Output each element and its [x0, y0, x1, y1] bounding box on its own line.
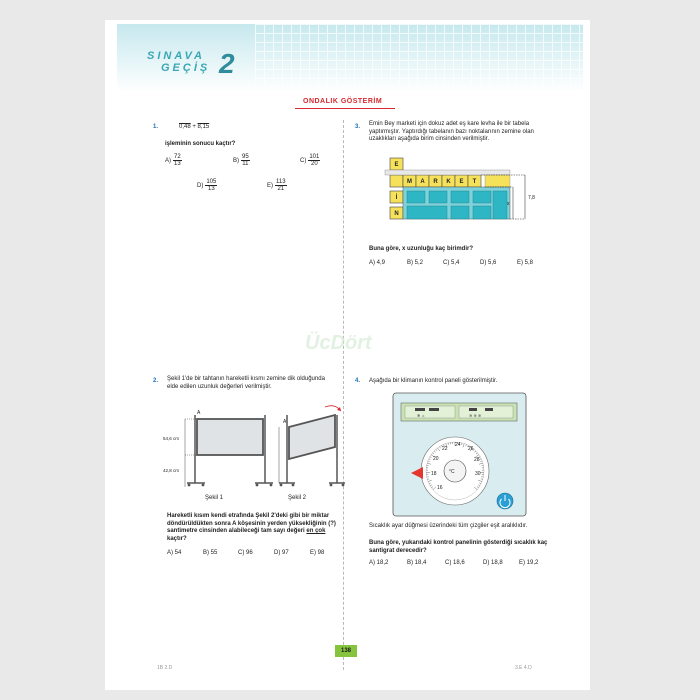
q2-option-e[interactable]: E) 98 — [310, 550, 325, 556]
whiteboard-figure-2 — [279, 406, 345, 487]
dial-unit: °C — [449, 469, 455, 475]
dial-tick-label: 26 — [468, 446, 474, 452]
sign-letter: T — [472, 179, 477, 185]
sign-letter: K — [446, 179, 451, 185]
sign-letter: M — [407, 179, 412, 185]
sign-letter: A — [420, 179, 425, 185]
fig2-corner-label: A — [283, 419, 287, 425]
header-grid-pattern — [255, 24, 583, 84]
q3-option-a[interactable]: A) 4,9 — [369, 260, 386, 266]
q4-option-e[interactable]: E) 19,2 — [519, 560, 539, 566]
q4-number: 4. — [355, 378, 361, 384]
svg-text:❄ ☼: ❄ ☼ — [417, 413, 426, 418]
page-number: 138 — [335, 645, 357, 657]
sign-letter: İ — [395, 195, 398, 201]
q4-option-b[interactable]: B) 18,4 — [407, 560, 427, 566]
q1-option-d[interactable]: D) $\frac{105}{13}$ — [197, 179, 217, 192]
q4-option-d[interactable]: D) 18,8 — [483, 560, 503, 566]
dial-tick-label: 16 — [437, 485, 443, 491]
svg-text:≋ ≋ ≋: ≋ ≋ ≋ — [469, 413, 482, 418]
footer-answers-left: 1B 2.D — [157, 665, 173, 671]
sign-letter: E — [459, 179, 464, 185]
column-divider — [343, 120, 344, 670]
q1-option-b[interactable]: B) $\frac{95}{11}$ — [233, 154, 249, 167]
dim-total-label: 7,8 — [528, 195, 535, 201]
q2-option-c[interactable]: C) 96 — [238, 550, 253, 556]
sign-letter: E — [394, 162, 399, 168]
fig1-caption: Şekil 1 — [205, 495, 224, 501]
sign-letter: N — [394, 211, 399, 217]
fig1-corner-label: A — [197, 410, 201, 416]
page — [105, 20, 590, 690]
topic-underline — [295, 108, 395, 109]
watermark-logo: ÜcDört — [305, 332, 372, 354]
q4-question: Buna göre, yukarıdaki kontrol panelinin gösterdiği sıcaklık kaç santigrat derecedir? — [369, 540, 548, 554]
q3-option-d[interactable]: D) 5,6 — [480, 260, 497, 266]
q4-option-c[interactable]: C) 18,6 — [445, 560, 465, 566]
fig2-caption: Şekil 2 — [288, 495, 307, 501]
q2-option-a[interactable]: A) 54 — [167, 550, 182, 556]
dial-tick-label: 22 — [442, 446, 448, 452]
dial-tick-label: 24 — [455, 442, 461, 448]
q3-number: 3. — [355, 124, 361, 130]
q4-note: Sıcaklık ayar düğmesi üzerindeki tüm çizgiler eşit aralıklıdır. — [369, 523, 528, 529]
q1-option-a[interactable]: A) $\frac{72}{13}$ — [165, 154, 181, 167]
ac-control-panel — [393, 393, 528, 518]
q4-option-a[interactable]: A) 18,2 — [369, 560, 389, 566]
whiteboard-figure-1 — [185, 415, 273, 487]
sign-letter: R — [433, 179, 438, 185]
q4-intro: Aşağıda bir klimanın kontrol paneli gösterilmiştir. — [369, 378, 498, 384]
dial-tick-label: 20 — [433, 456, 439, 462]
q2-question: Hareketli kısım kendi etrafında Şekil 2'deki gibi bir miktar döndürüldükten sonra A köşesinin yerden yüksekliğinin (?) santimetre cinsinden alabileceği tam sayı değeri en çok kaçtır? — [167, 513, 336, 542]
q3-question: Buna göre, x uzunluğu kaç birimdir? — [369, 246, 474, 252]
dim-x-label: x — [507, 201, 510, 207]
q1-expression: 0,48 + 8,15 — [179, 124, 210, 130]
logo-word-1: SINAVA — [147, 50, 205, 62]
dim-42-label: 42,8 cm — [163, 468, 180, 473]
topic-title: ONDALIK GÖSTERİM — [303, 98, 383, 105]
market-sign-figure — [385, 158, 555, 238]
dial-tick-label: 28 — [474, 457, 480, 463]
dial-tick-label: 30 — [475, 471, 481, 477]
q3-option-c[interactable]: C) 5,4 — [443, 260, 460, 266]
q2-number: 2. — [153, 378, 159, 384]
q2-option-b[interactable]: B) 55 — [203, 550, 218, 556]
q1-option-c[interactable]: C) $\frac{101}{20}$ — [300, 154, 320, 167]
logo-number: 2 — [219, 48, 235, 79]
q3-option-e[interactable]: E) 5,8 — [517, 260, 534, 266]
q1-option-e[interactable]: E) $\frac{113}{21}$ — [267, 179, 286, 192]
dial-tick-label: 18 — [431, 471, 437, 477]
q3-intro: Emin Bey marketi için dokuz adet eş kare levha ile bir tabela yaptırmıştır. Yaptırdığı tabelanın bazı noktalarının zemine olan uzaklıkları aşağıda birim cinsinden verilmiştir. — [369, 121, 534, 142]
q2-option-d[interactable]: D) 97 — [274, 550, 289, 556]
q2-intro: Şekil 1'de bir tahtanın hareketli kısmı zemine dik olduğunda elde edilen uzunluk değerleri verilmiştir. — [167, 376, 325, 390]
whiteboard-figures — [165, 405, 345, 495]
logo-word-2: GEÇİŞ — [161, 62, 211, 74]
q3-option-b[interactable]: B) 5,2 — [407, 260, 424, 266]
dim-54-label: 54,6 cm — [163, 436, 180, 441]
q1-question: işleminin sonucu kaçtır? — [165, 141, 236, 147]
footer-answers-right: 3.E 4.D — [515, 665, 532, 671]
q1-number: 1. — [153, 124, 159, 130]
